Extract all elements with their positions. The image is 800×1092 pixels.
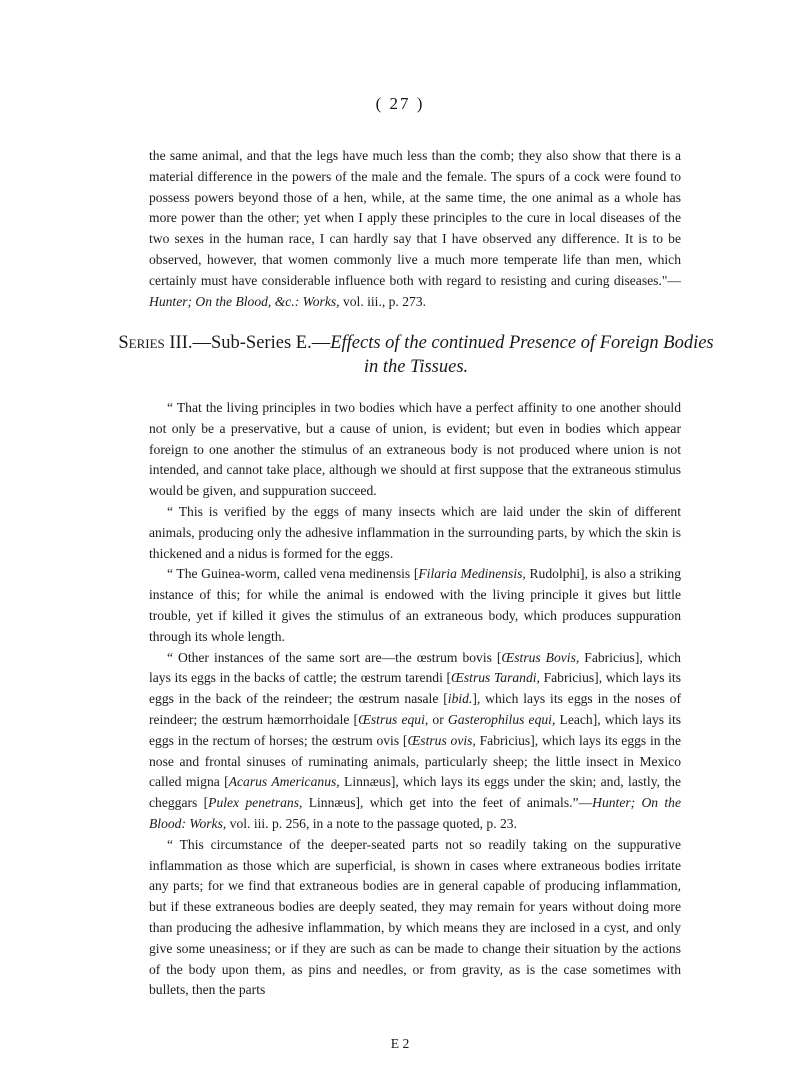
paragraph-4: “ Other instances of the same sort are—the œstrum bovis [Œstrus Bovis, Fabricius], which lays its eggs in the backs of cattle; the œstrum tarendi [Œstrus Tarandi, Fabricius], which lays its eggs in the back of the reindeer; the œstrum nasale [ibid.], which lays its eggs in the noses of reindeer; the œstrum hæmorrhoidale [Œstrus equi, or Gasterophilus equi, Leach], which lays its eggs in the rectum of horses; the œstrum ovis [Œstrus ovis, Fabricius], which lays its eggs in the nose and frontal sinuses of ruminating animals, particularly sheep; the little insect in Mexico called migna [Acarus Americanus, Linnæus], which lays its eggs under the skin; and, lastly, the cheggars [Pulex penetrans, Linnæus], which get into the feet of animals.”—Hunter; On the Blood: Works, vol. iii. p. 256, in a note to the passage quoted, p. 23. <box>149 649 682 831</box>
signature-mark: E 2 <box>390 1036 410 1051</box>
heading-title: Effects of the continued Presence of Foreign Bodies in the Tissues. <box>330 333 714 377</box>
intro-text: the same animal, and that the legs have much less than the comb; they also show that there is a material difference in the powers of the male and the female. The spurs of a cock were found to possess powers beyond those of a hen, while, at the same time, the one animal as a whole has more power than the other; yet when I apply these principles to the cure in local diseases of the two sexes in the human race, I can hardly say that I have observed any difference. It is to be observed, however, that women commonly live a much more temperate life than men, which certainly must have considerable influence both with regard to resisting and curing diseases."— <box>149 148 681 288</box>
intro-paragraph-block <box>149 146 681 312</box>
intro-citation-ref: vol. iii., p. 273. <box>339 293 427 309</box>
intro-citation: Hunter; On the Blood, &c.: Works, <box>149 293 340 309</box>
paragraph-5: “ This circumstance of the deeper-seated parts not so readily taking on the suppurative inflammation as those which are superficial, is shown in cases where extraneous bodies irritate any parts; for we find that extraneous bodies are in general capable of producing inflammation, but if these extraneous bodies are deeply seated, they may remain for years without doing more than producing the adhesive inflammation, by which means they are inclosed in a cyst, and only give some uneasiness; or if they are such as can be made to change their situation by the actions of the body upon them, as pins and needles, or from gravity, as is the case sometimes with bullets, then the parts <box>149 836 681 998</box>
heading-series: Series <box>118 333 165 353</box>
heading-subseries: III.—Sub-Series E.— <box>164 333 331 353</box>
paragraph-2: “ This is verified by the eggs of many insects which are laid under the skin of different animals, producing only the adhesive inflammation in the surrounding parts, by which the skin is thickened and a nidus is formed for the eggs. <box>149 503 681 561</box>
page-number: ( 27 ) <box>375 94 425 113</box>
section-heading <box>111 331 721 379</box>
paragraph-3: “ The Guinea-worm, called vena medinensis [Filaria Medinensis, Rudolphi], is also a striking instance of this; for while the animal is endowed with the living principle it gives but little trouble, yet if killed it gives the stimulus of an extraneous body, which produces suppuration through its whole length. <box>149 566 682 644</box>
body-text-block <box>149 398 681 1001</box>
paragraph-1: “ That the living principles in two bodies which have a perfect affinity to one another should not only be a preservative, but a cause of union, is evident; but even in bodies which appear foreign to one another the stimulus of an extraneous body is not produced where union is not intended, and cannot take place, although we should at first suppose that the extraneous stimulus would be given, and suppuration succeed. <box>149 400 681 499</box>
intro-paragraph <box>149 146 681 312</box>
